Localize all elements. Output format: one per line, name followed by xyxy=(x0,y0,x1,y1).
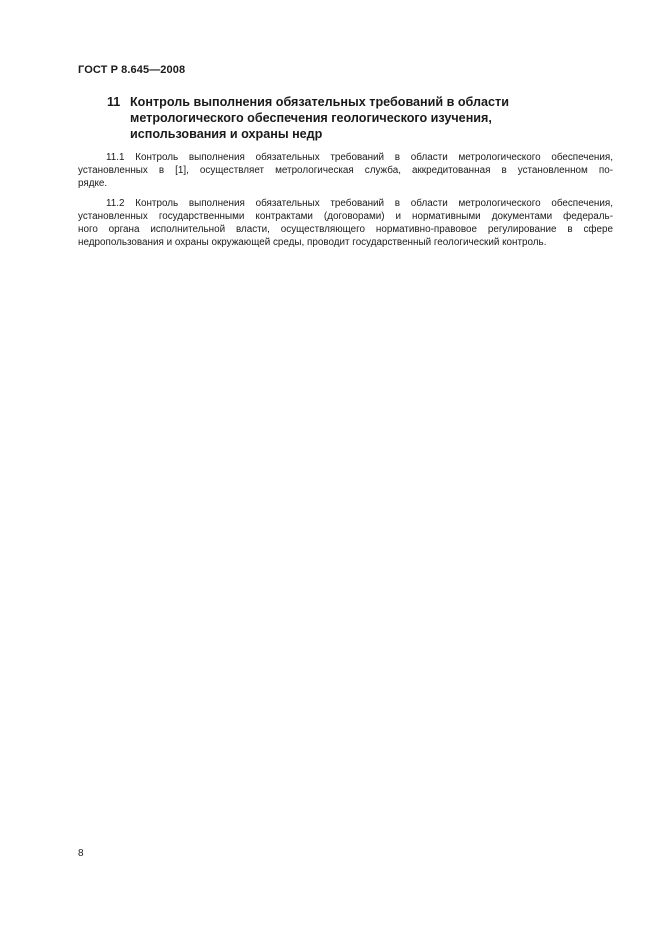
section-heading xyxy=(107,94,577,142)
page-number: 8 xyxy=(78,848,84,859)
paragraph-line: ного органа исполнительной власти, осуществляющего нормативно-правовое регулирование в сфере xyxy=(78,224,613,235)
section-title-line-1: Контроль выполнения обязательных требований в области xyxy=(130,95,509,109)
section-title-line-3: использования и охраны недр xyxy=(130,127,323,141)
paragraph-line: установленных в [1], осуществляет метрологическая служба, аккредитованная в установленном по- xyxy=(78,165,613,176)
section-title-line-2: метрологического обеспечения геологического изучения, xyxy=(130,111,492,125)
section-heading-line xyxy=(107,94,577,110)
paragraph-line: установленных государственными контрактами (договорами) и нормативными документами федераль- xyxy=(78,211,613,222)
section-number: 11 xyxy=(107,95,121,109)
paragraph-11-1 xyxy=(78,151,613,190)
paragraph-line: 11.1 Контроль выполнения обязательных требований в области метрологического обеспечения, xyxy=(106,152,613,163)
paragraph-11-2 xyxy=(78,197,613,249)
paragraph-line: недропользования и охраны окружающей среды, проводит государственный геологический контроль. xyxy=(78,237,547,248)
document-code-header: ГОСТ Р 8.645—2008 xyxy=(78,64,186,76)
paragraph-line: рядке. xyxy=(78,178,108,189)
paragraph-line: 11.2 Контроль выполнения обязательных требований в области метрологического обеспечения, xyxy=(106,198,613,209)
